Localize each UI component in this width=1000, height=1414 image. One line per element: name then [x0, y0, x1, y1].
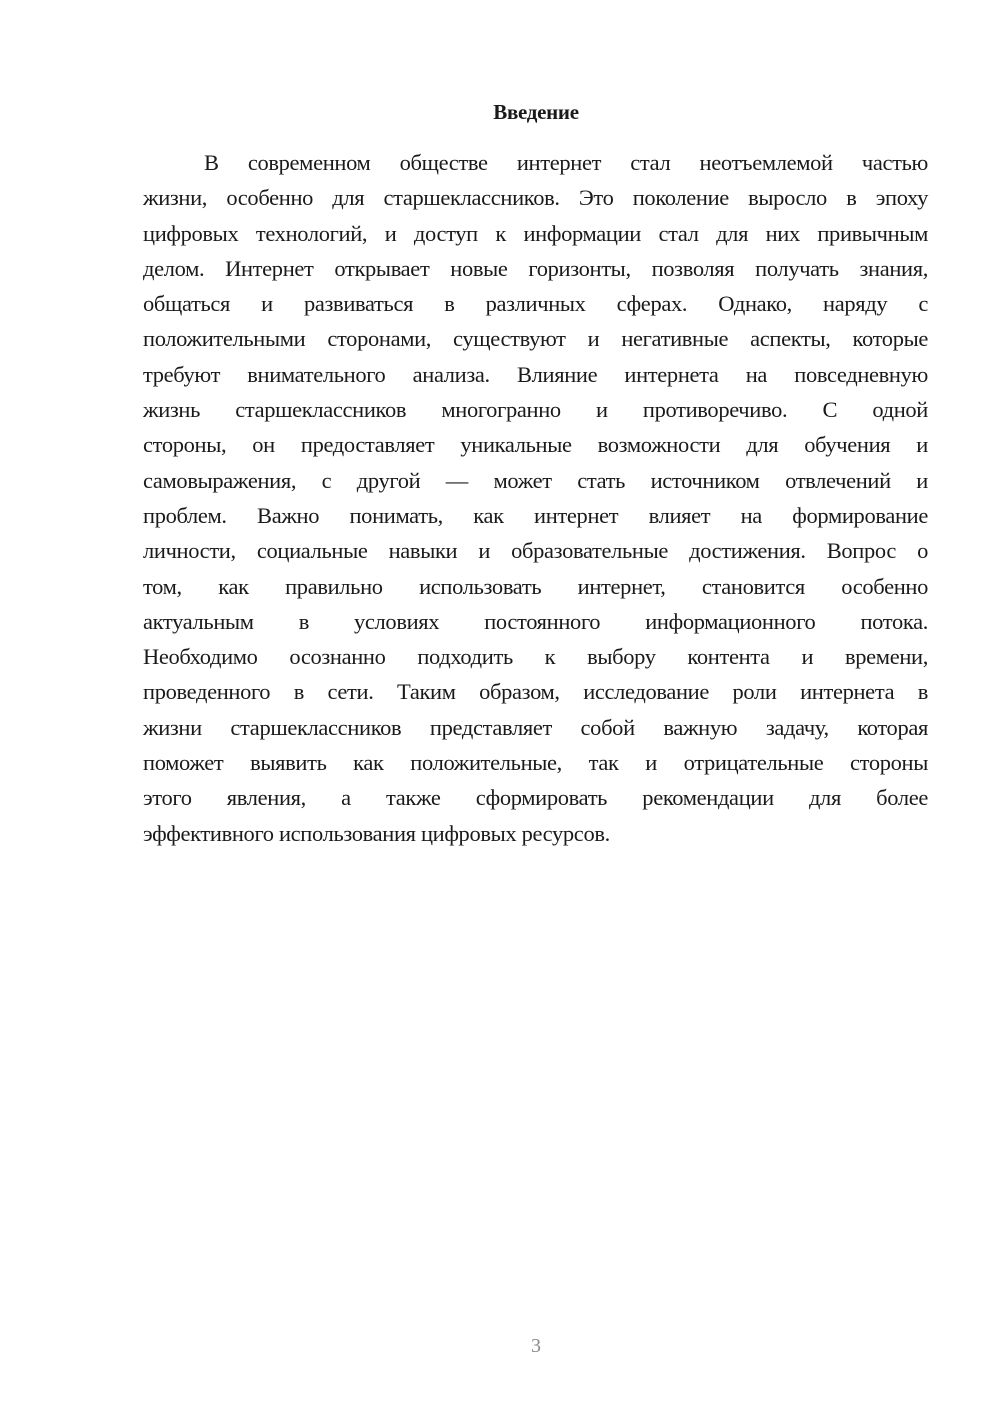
paragraph-line: В современном обществе интернет стал неотъемлемой частью	[204, 150, 928, 175]
paragraph-line: актуальным в условиях постоянного информационного потока.	[143, 608, 928, 634]
paragraph-line: проблем. Важно понимать, как интернет влияет на формирование	[143, 502, 928, 528]
page-number: 3	[531, 1335, 541, 1357]
paragraph-line: том, как правильно использовать интернет, становится особенно	[143, 573, 928, 599]
paragraph-line: делом. Интернет открывает новые горизонты, позволяя получать знания,	[143, 255, 928, 281]
paragraph-line: положительными сторонами, существуют и негативные аспекты, которые	[143, 326, 928, 352]
paragraph-line: самовыражения, с другой — может стать источником отвлечений и	[143, 467, 928, 493]
paragraph-line: жизни старшеклассников представляет собой важную задачу, которая	[143, 714, 928, 740]
paragraph-line: стороны, он предоставляет уникальные возможности для обучения и	[143, 432, 928, 458]
paragraph-line: этого явления, а также сформировать рекомендации для более	[143, 785, 928, 811]
paragraph-line: требуют внимательного анализа. Влияние интернета на повседневную	[143, 361, 928, 387]
paragraph-line: проведенного в сети. Таким образом, исследование роли интернета в	[143, 679, 928, 705]
paragraph-line: поможет выявить как положительные, так и отрицательные стороны	[143, 750, 928, 776]
body-paragraph	[143, 145, 928, 851]
paragraph-line: Необходимо осознанно подходить к выбору контента и времени,	[143, 644, 928, 670]
paragraph-line: жизнь старшеклассников многогранно и противоречиво. С одной	[143, 397, 928, 423]
paragraph-line: цифровых технологий, и доступ к информации стал для них привычным	[143, 220, 928, 246]
paragraph-line: эффективного использования цифровых ресурсов.	[143, 820, 610, 846]
paragraph-line: личности, социальные навыки и образовательные достижения. Вопрос о	[143, 538, 928, 564]
section-heading: Введение	[493, 100, 579, 124]
paragraph-line: жизни, особенно для старшеклассников. Это поколение выросло в эпоху	[143, 185, 928, 211]
paragraph-line: общаться и развиваться в различных сферах. Однако, наряду с	[143, 291, 928, 317]
